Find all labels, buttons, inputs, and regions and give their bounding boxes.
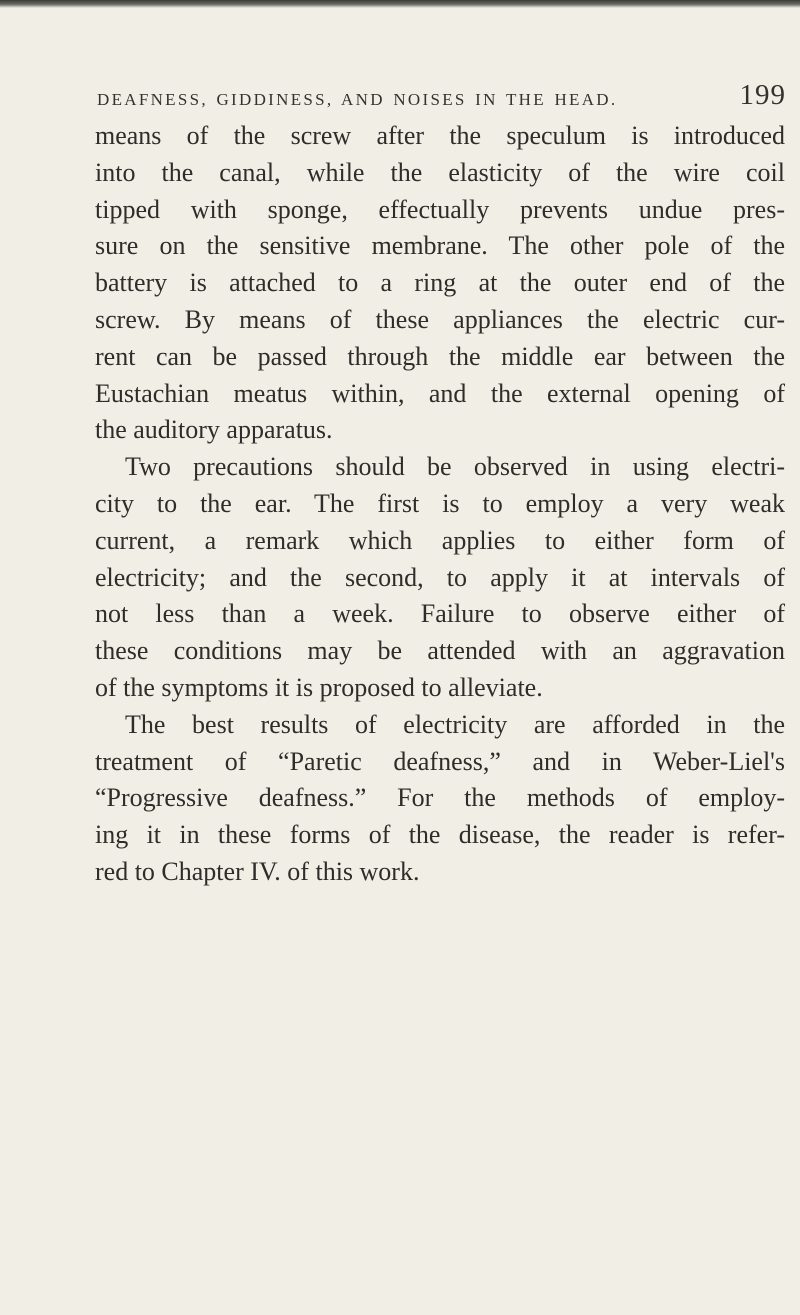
paragraph-1 xyxy=(95,118,785,449)
running-head xyxy=(97,79,787,116)
text-line: ing it in these forms of the disease, the reader is refer- xyxy=(95,820,785,850)
text-line: sure on the sensitive membrane. The other pole of the xyxy=(95,231,785,261)
text-line: the auditory apparatus. xyxy=(95,415,333,445)
text-line: “Progressive deafness.” For the methods of employ- xyxy=(95,783,785,813)
scan-top-edge xyxy=(0,0,800,8)
text-line: Eustachian meatus within, and the external opening of xyxy=(95,378,785,408)
text-line: rent can be passed through the middle ear between the xyxy=(95,341,785,371)
text-line: screw. By means of these appliances the electric cur- xyxy=(95,304,785,334)
text-line: not less than a week. Failure to observe either of xyxy=(95,599,785,629)
paragraph-3 xyxy=(95,707,785,891)
text-line: red to Chapter IV. of this work. xyxy=(95,856,420,886)
text-line: these conditions may be attended with an aggravation xyxy=(95,636,785,666)
text-line: treatment of “Paretic deafness,” and in Weber-Liel's xyxy=(95,746,785,776)
text-line: current, a remark which applies to either form of xyxy=(95,525,785,555)
text-line: into the canal, while the elasticity of the wire coil xyxy=(95,157,785,187)
text-line: tipped with sponge, effectually prevents undue pres- xyxy=(95,194,785,224)
body-text xyxy=(95,118,785,891)
text-line: of the symptoms it is proposed to alleviate. xyxy=(95,672,543,702)
page-number: 199 xyxy=(739,79,786,111)
paragraph-2 xyxy=(95,449,785,707)
text-line: city to the ear. The first is to employ a very weak xyxy=(95,488,785,518)
running-head-title: DEAFNESS, GIDDINESS, AND NOISES IN THE HEAD. xyxy=(97,90,618,109)
text-line: electricity; and the second, to apply it at intervals of xyxy=(95,562,785,592)
text-line: means of the screw after the speculum is introduced xyxy=(95,121,785,150)
text-line: battery is attached to a ring at the outer end of the xyxy=(95,268,785,298)
text-line: The best results of electricity are afforded in the xyxy=(125,709,785,739)
text-line: Two precautions should be observed in using electri- xyxy=(125,452,785,482)
